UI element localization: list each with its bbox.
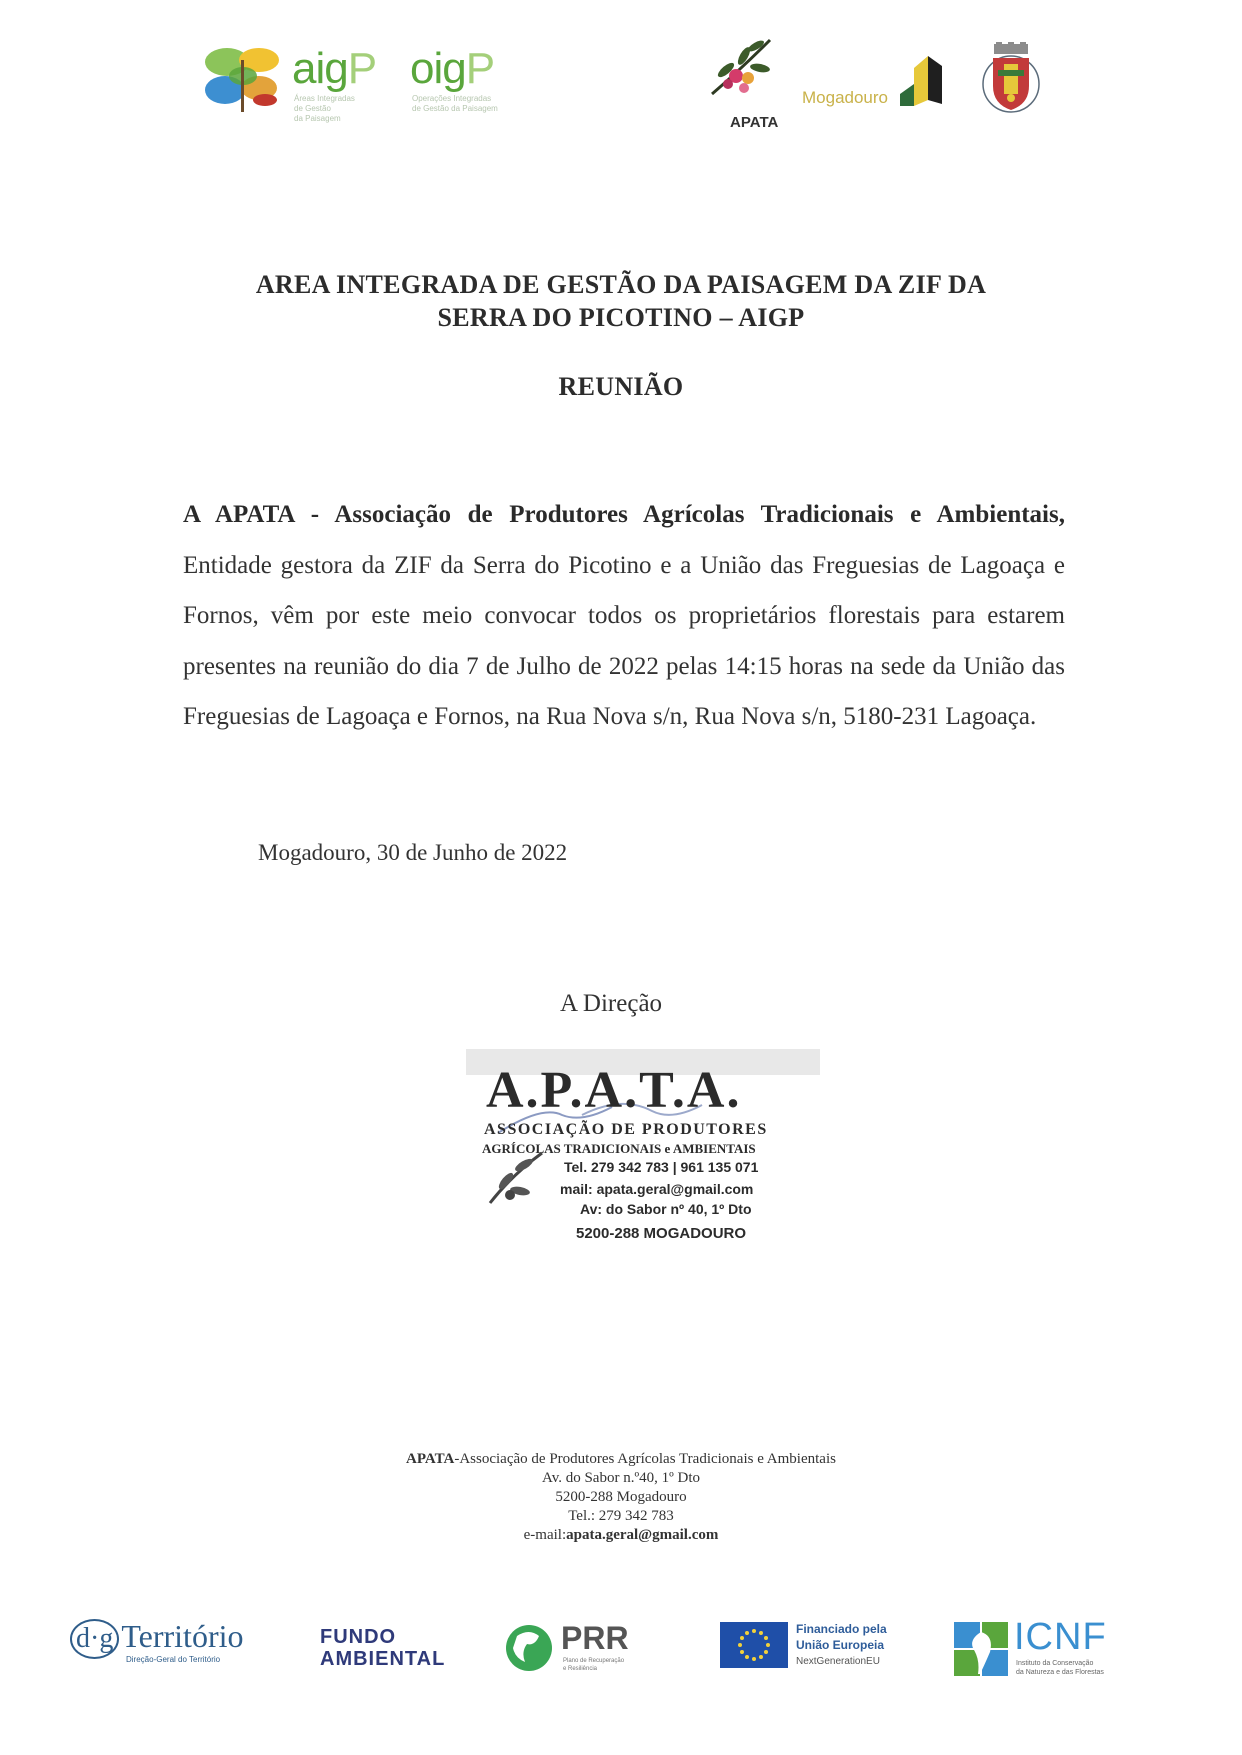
aigp-logo-mark <box>203 40 283 116</box>
footer-email: e-mail:apata.geral@gmail.com <box>523 1527 719 1543</box>
oigp-logo-text: oigP <box>410 44 495 93</box>
body-bold-lead: A APATA - Associação de Produtores Agrícolas Tradicionais e Ambientais, <box>183 501 1065 528</box>
aigp-logo-text: aigP <box>292 44 377 93</box>
prr-globe-icon <box>505 1622 553 1674</box>
stamp-line-1: ASSOCIAÇÃO DE PRODUTORES <box>484 1121 768 1138</box>
document-subtitle: REUNIÃO <box>558 372 684 401</box>
stamp-title: A.P.A.T.A. <box>486 1062 742 1119</box>
dgterritorio-logo: d·g Território Direção-Geral do Território <box>70 1618 243 1664</box>
document-body <box>183 490 1065 743</box>
footer-postal: 5200-288 Mogadouro <box>555 1489 687 1505</box>
aigp-logo-subtitle: Áreas Integradas de Gestão da Paisagem <box>294 94 355 123</box>
stamp-olive-branch-icon <box>490 1153 542 1203</box>
footer-org: APATA-Associação de Produtores Agrícolas Tradicionais e Ambientais <box>406 1451 836 1467</box>
apata-stamp <box>462 1045 824 1245</box>
date-line: Mogadouro, 30 de Junho de 2022 <box>258 840 568 865</box>
municipal-crest-icon <box>980 42 1042 116</box>
mogadouro-logo-label: Mogadouro <box>802 88 889 107</box>
document-title-line-1: AREA INTEGRADA DE GESTÃO DA PAISAGEM DA ZIF DA <box>255 270 987 299</box>
document-title-line-2: SERRA DO PICOTINO – AIGP <box>437 303 805 332</box>
stamp-phone: Tel. 279 342 783 | 961 135 071 <box>564 1159 759 1175</box>
stamp-city: 5200-288 MOGADOURO <box>576 1225 747 1242</box>
footer-address <box>300 1450 942 1545</box>
footer-phone: Tel.: 279 342 783 <box>568 1508 674 1524</box>
oigp-logo-subtitle: Operações Integradas de Gestão da Paisagem <box>412 94 498 113</box>
apata-olive-branch-icon <box>704 34 776 104</box>
body-text-rest: Entidade gestora da ZIF da Serra do Picotino e a União das Freguesias de Lagoaça e Fornos, vêm por este meio convocar todos os proprietários florestais para estarem presentes na reunião do dia 7 de Julho de 2022 pelas 14:15 horas na sede da União das Freguesias de Lagoaça e Fornos, na Rua Nova s/n, Rua Nova s/n, 5180-231 Lagoaça. <box>183 551 1065 730</box>
signature-label: A Direção <box>560 990 663 1017</box>
apata-logo-label: APATA <box>730 114 779 131</box>
stamp-line-2: AGRÍCOLAS TRADICIONAIS e AMBIENTAIS <box>482 1141 756 1156</box>
stamp-mail: mail: apata.geral@gmail.com <box>560 1181 754 1197</box>
stamp-street: Av: do Sabor nº 40, 1º Dto <box>580 1201 752 1217</box>
mogadouro-logo-mark <box>900 54 942 106</box>
footer-street: Av. do Sabor n.º40, 1º Dto <box>541 1470 701 1486</box>
fundo-ambiental-logo: FUNDO AMBIENTAL <box>320 1626 446 1670</box>
eu-flag-icon <box>720 1622 788 1668</box>
icnf-tree-icon <box>954 1622 1010 1676</box>
